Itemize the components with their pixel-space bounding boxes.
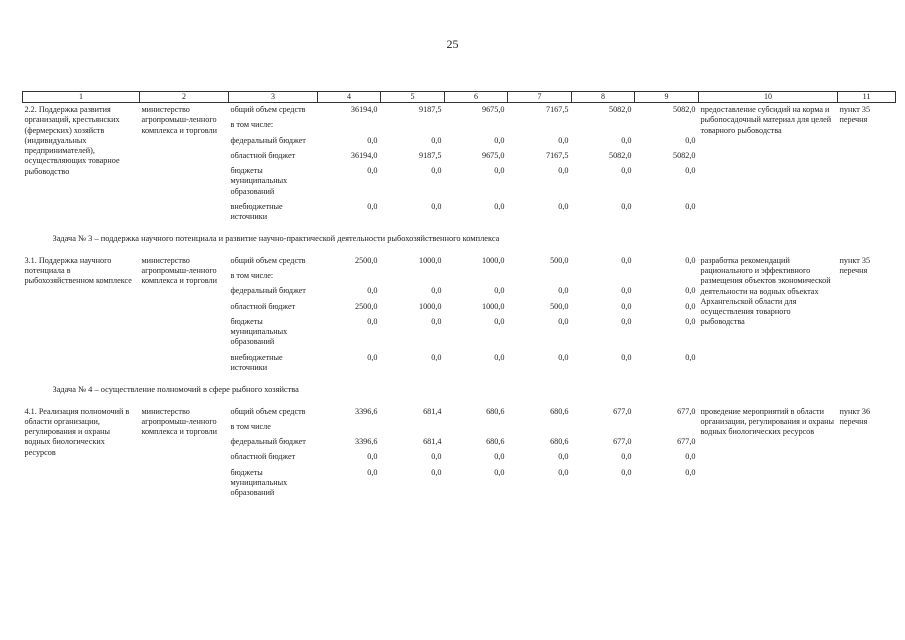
- amount-cell: [318, 269, 381, 284]
- amount-cell: 5082,0: [608, 105, 632, 114]
- amount-cell: 0,0: [367, 352, 378, 362]
- reference: пункт 35 перечня: [839, 255, 871, 275]
- amount-cell: 9187,5: [418, 150, 442, 160]
- amount-cell: 0,0: [558, 135, 569, 145]
- amount-cell: 3396,6: [354, 406, 378, 416]
- amount-cell: 0,0: [431, 316, 442, 326]
- amount-cell: 0,0: [558, 467, 569, 477]
- amount-cell: [635, 118, 699, 133]
- header-cell: 1: [23, 92, 140, 103]
- amount-cell: [381, 118, 445, 133]
- amount-cell: 36194,0: [350, 150, 378, 160]
- amount-cell: 500,0: [550, 255, 569, 265]
- amount-cell: 0,0: [558, 452, 569, 462]
- amount-cell: 0,0: [621, 316, 632, 326]
- amount-cell: [381, 269, 445, 284]
- amount-cell: 2500,0: [354, 301, 378, 311]
- table-row: [23, 405, 896, 420]
- amount-cell: 0,0: [494, 135, 505, 145]
- amount-cell: 0,0: [367, 316, 378, 326]
- amount-cell: 7167,5: [545, 150, 569, 160]
- page-number: 25: [446, 37, 459, 51]
- funding-source: федеральный бюджет: [230, 437, 306, 446]
- header-cell: 3: [229, 92, 318, 103]
- header-cell: 11: [838, 92, 896, 103]
- funding-source: федеральный бюджет: [230, 135, 306, 145]
- amount-cell: 0,0: [558, 166, 569, 175]
- amount-cell: 0,0: [558, 201, 569, 211]
- funding-source: бюджеты муниципальных образований: [230, 166, 288, 196]
- amount-cell: 0,0: [685, 452, 696, 462]
- amount-cell: 0,0: [685, 316, 696, 326]
- measure-name: 2.2. Поддержка развития организаций, крестьянских (фермерских) хозяйств (индивидуальных предпринимателей), осуществляющих товарное рыбоводство: [24, 105, 120, 176]
- expected-result: разработка рекомендаций рационального и эффективного размещения объектов экономической деятельности на водных объектах Архангельской области для осуществления товарного рыбоводства: [700, 255, 831, 327]
- amount-cell: 0,0: [367, 201, 378, 211]
- reference: пункт 36 перечня: [839, 406, 871, 426]
- amount-cell: 0,0: [494, 452, 505, 462]
- table-row: [23, 254, 896, 269]
- amount-cell: 0,0: [621, 255, 632, 265]
- table-row: [23, 103, 896, 119]
- amount-cell: 0,0: [558, 286, 569, 296]
- funding-source: бюджеты муниципальных образований: [230, 467, 288, 497]
- funding-source: в том числе:: [230, 271, 274, 280]
- amount-cell: 0,0: [367, 166, 378, 175]
- funding-source: внебюджетные источники: [230, 352, 283, 372]
- reference: пункт 35 перечня: [839, 105, 871, 125]
- amount-cell: 7167,5: [545, 105, 569, 114]
- amount-cell: 0,0: [558, 316, 569, 326]
- funding-source: в том числе: [230, 421, 271, 431]
- amount-cell: 3396,6: [354, 437, 378, 446]
- amount-cell: 0,0: [685, 467, 696, 477]
- amount-cell: [445, 118, 508, 133]
- header-cell: 6: [445, 92, 508, 103]
- funding-source: областной бюджет: [230, 150, 296, 160]
- header-cell: 2: [140, 92, 229, 103]
- amount-cell: 0,0: [367, 452, 378, 462]
- amount-cell: 677,0: [677, 406, 696, 416]
- amount-cell: [318, 420, 381, 435]
- amount-cell: 1000,0: [481, 255, 505, 265]
- amount-cell: 0,0: [367, 286, 378, 296]
- amount-cell: 680,6: [550, 406, 569, 416]
- amount-cell: 0,0: [494, 352, 505, 362]
- amount-cell: 0,0: [431, 201, 442, 211]
- amount-cell: 0,0: [621, 166, 632, 175]
- amount-cell: [508, 420, 572, 435]
- funding-source: общий объем средств: [230, 255, 306, 265]
- amount-cell: 5082,0: [672, 105, 696, 114]
- amount-cell: 0,0: [621, 135, 632, 145]
- amount-cell: 0,0: [621, 286, 632, 296]
- executor: министерство агропромыш-ленного комплекса и торговли: [141, 105, 218, 135]
- funding-source: общий объем средств: [230, 406, 306, 416]
- amount-cell: 677,0: [613, 406, 632, 416]
- amount-cell: 0,0: [621, 467, 632, 477]
- header-cell: 10: [699, 92, 838, 103]
- amount-cell: [381, 420, 445, 435]
- amount-cell: 0,0: [367, 467, 378, 477]
- amount-cell: 5082,0: [608, 150, 632, 160]
- amount-cell: 9675,0: [481, 150, 505, 160]
- amount-cell: 680,6: [486, 437, 505, 446]
- amount-cell: 0,0: [621, 201, 632, 211]
- amount-cell: 9675,0: [481, 105, 505, 114]
- header-cell: 7: [508, 92, 572, 103]
- amount-cell: [572, 118, 635, 133]
- amount-cell: 1000,0: [481, 301, 505, 311]
- amount-cell: [572, 269, 635, 284]
- amount-cell: 0,0: [494, 286, 505, 296]
- amount-cell: [572, 420, 635, 435]
- amount-cell: 1000,0: [418, 301, 442, 311]
- task-title: Задача № 4 – осуществление полномочий в сфере рыбного хозяйства: [52, 385, 299, 394]
- program-table: [22, 91, 896, 501]
- amount-cell: 0,0: [494, 467, 505, 477]
- header-cell: 9: [635, 92, 699, 103]
- amount-cell: 0,0: [621, 352, 632, 362]
- amount-cell: [508, 269, 572, 284]
- amount-cell: 9187,5: [418, 105, 442, 114]
- amount-cell: 0,0: [685, 255, 696, 265]
- amount-cell: 1000,0: [418, 255, 442, 265]
- task-row: [23, 376, 896, 405]
- amount-cell: 677,0: [677, 437, 696, 446]
- amount-cell: 0,0: [494, 166, 505, 175]
- funding-source: внебюджетные источники: [230, 201, 283, 221]
- header-cell: 4: [318, 92, 381, 103]
- amount-cell: 500,0: [550, 301, 569, 311]
- amount-cell: [508, 118, 572, 133]
- amount-cell: 0,0: [431, 452, 442, 462]
- amount-cell: [445, 420, 508, 435]
- amount-cell: [318, 118, 381, 133]
- amount-cell: 0,0: [685, 286, 696, 296]
- amount-cell: 0,0: [685, 166, 696, 175]
- amount-cell: 0,0: [431, 135, 442, 145]
- amount-cell: 681,4: [423, 437, 442, 446]
- header-cell: 5: [381, 92, 445, 103]
- amount-cell: 681,4: [423, 406, 442, 416]
- amount-cell: 0,0: [431, 467, 442, 477]
- amount-cell: 677,0: [613, 437, 632, 446]
- expected-result: предоставление субсидий на корма и рыбопосадочный материал для целей товарного рыбоводства: [700, 105, 832, 135]
- task-row: [23, 225, 896, 254]
- amount-cell: 2500,0: [354, 255, 378, 265]
- amount-cell: 0,0: [621, 452, 632, 462]
- amount-cell: 0,0: [431, 286, 442, 296]
- executor: министерство агропромыш-ленного комплекса и торговли: [141, 255, 218, 286]
- funding-source: областной бюджет: [230, 301, 296, 311]
- table-body: [23, 92, 896, 502]
- amount-cell: 0,0: [558, 352, 569, 362]
- header-row: [23, 92, 896, 103]
- amount-cell: 0,0: [685, 301, 696, 311]
- amount-cell: 0,0: [621, 301, 632, 311]
- amount-cell: 0,0: [685, 135, 696, 145]
- amount-cell: 0,0: [431, 166, 442, 175]
- expected-result: проведение мероприятий в области организации, регулирования и охраны водных биологических ресурсов: [700, 406, 835, 436]
- funding-source: в том числе:: [230, 120, 274, 130]
- amount-cell: [635, 269, 699, 284]
- amount-cell: 0,0: [494, 201, 505, 211]
- funding-source: федеральный бюджет: [230, 286, 306, 296]
- measure-name: 4.1. Реализация полномочий в области организации, регулирования и охраны водных биологических ресурсов: [24, 406, 130, 457]
- amount-cell: 0,0: [431, 352, 442, 362]
- amount-cell: [635, 420, 699, 435]
- executor: министерство агропромыш-ленного комплекса и торговли: [141, 406, 218, 436]
- funding-source: общий объем средств: [230, 105, 306, 114]
- funding-source: областной бюджет: [230, 452, 296, 462]
- amount-cell: 0,0: [685, 201, 696, 211]
- amount-cell: 0,0: [494, 316, 505, 326]
- funding-source: бюджеты муниципальных образований: [230, 316, 288, 347]
- amount-cell: 36194,0: [350, 105, 378, 114]
- amount-cell: 680,6: [550, 437, 569, 446]
- measure-name: 3.1. Поддержка научного потенциала в рыбохозяйственном комплексе: [24, 255, 132, 286]
- amount-cell: 0,0: [367, 135, 378, 145]
- amount-cell: 5082,0: [672, 150, 696, 160]
- amount-cell: 680,6: [486, 406, 505, 416]
- amount-cell: 0,0: [685, 352, 696, 362]
- task-title: Задача № 3 – поддержка научного потенциала и развитие научно-практической деятельности рыбохозяйственного комплекса: [52, 234, 500, 244]
- amount-cell: [445, 269, 508, 284]
- header-cell: 8: [572, 92, 635, 103]
